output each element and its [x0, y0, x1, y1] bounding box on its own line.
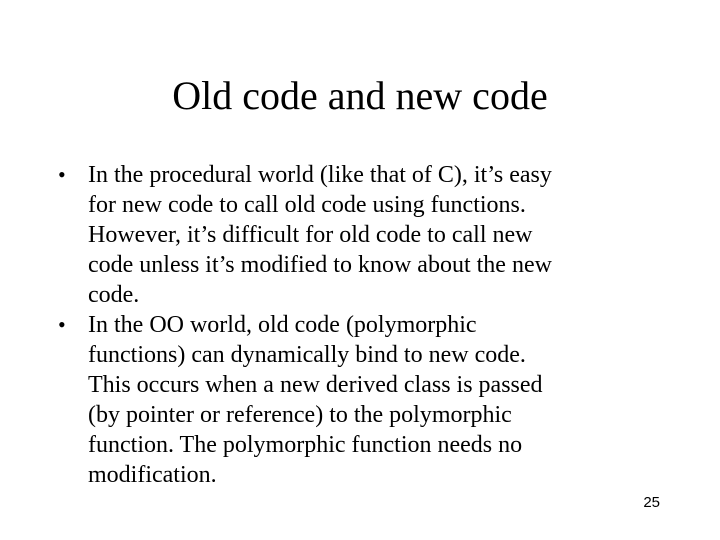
bullet-dot-icon: •: [58, 312, 66, 337]
bullet-item-procedural: [58, 160, 658, 310]
bullet-text-line: (by pointer or reference) to the polymorphic: [88, 402, 512, 428]
bullet-text-line: for new code to call old code using functions.: [88, 192, 526, 218]
bullet-text-line: function. The polymorphic function needs no: [88, 432, 523, 458]
bullet-item-oo: [58, 310, 658, 490]
slide-title: Old code and new code: [172, 73, 548, 118]
bullet-text-line: code.: [88, 282, 140, 308]
bullet-text-line: This occurs when a new derived class is passed: [88, 372, 543, 398]
bullet-text-line: modification.: [88, 462, 217, 488]
bullet-text-line: code unless it’s modified to know about the new: [88, 252, 552, 278]
bullet-text-line: In the OO world, old code (polymorphic: [88, 312, 477, 338]
bullet-text-line: functions) can dynamically bind to new code.: [88, 342, 526, 368]
bullet-text-line: However, it’s difficult for old code to call new: [88, 222, 533, 248]
page-number: 25: [643, 494, 660, 511]
bullet-list: [58, 160, 658, 490]
bullet-text-line: In the procedural world (like that of C), it’s easy: [88, 162, 552, 188]
bullet-dot-icon: •: [58, 162, 66, 187]
